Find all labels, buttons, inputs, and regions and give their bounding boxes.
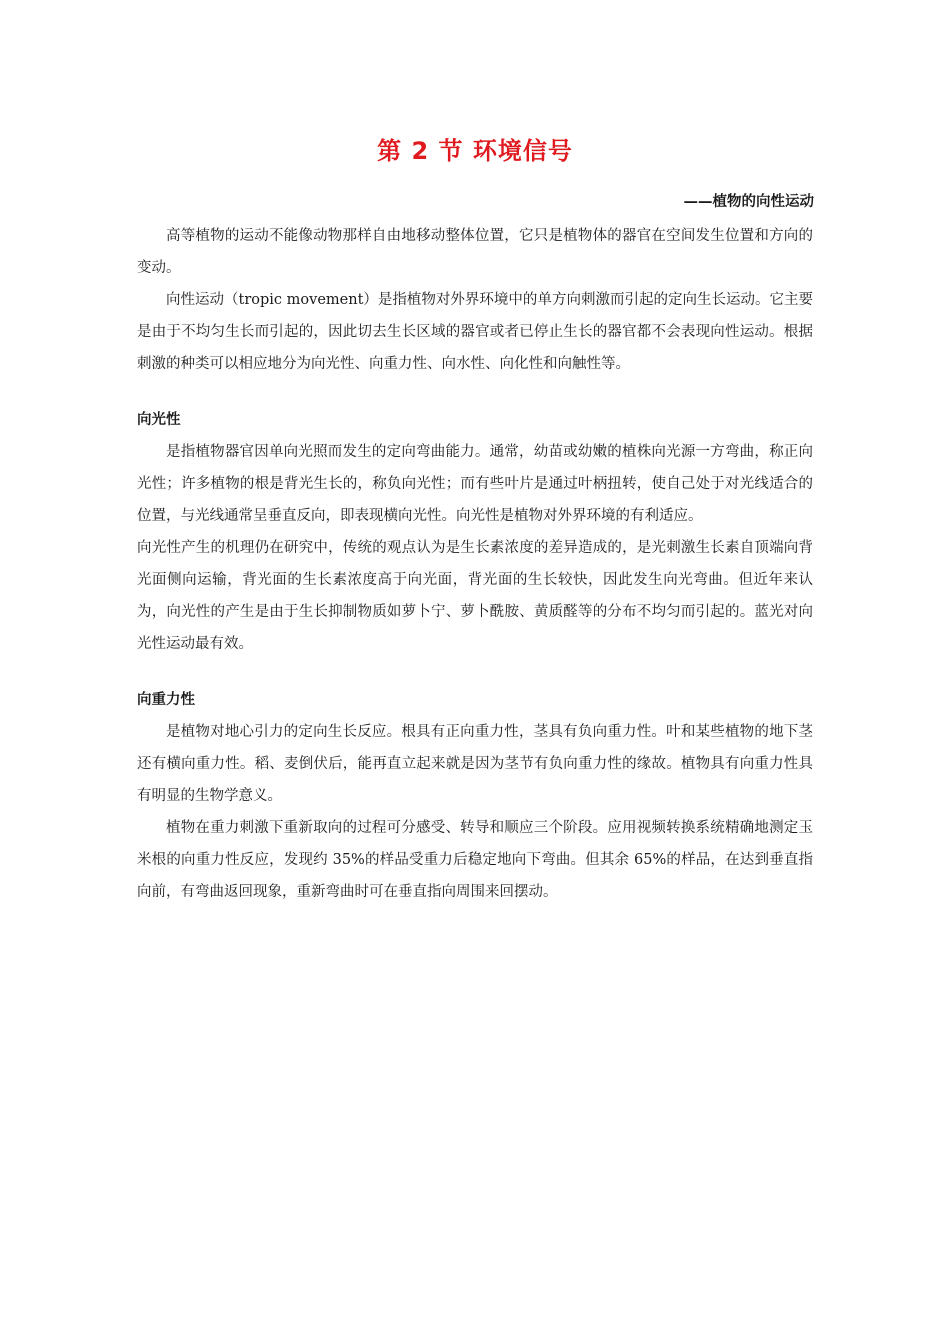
gravitropism-paragraph-2: 植物在重力刺激下重新取向的过程可分感受、转导和顺应三个阶段。应用视频转换系统精确地测定玉米根的向重力性反应，发现约 35%的样品受重力后稳定地向下弯曲。但其余 65%的样品，在达到垂直指向前，有弯曲返回现象，重新弯曲时可在垂直指向周围来回摆动。 [137, 820, 813, 900]
section-gap [137, 380, 813, 404]
intro-paragraph-1: 高等植物的运动不能像动物那样自由地移动整体位置，它只是植物体的器官在空间发生位置和方向的变动。 [137, 228, 813, 276]
gravitropism-paragraph-1: 是植物对地心引力的定向生长反应。根具有正向重力性，茎具有负向重力性。叶和某些植物的地下茎还有横向重力性。稻、麦倒伏后，能再直立起来就是因为茎节有负向重力性的缘故。植物具有向重力性具有明显的生物学意义。 [137, 724, 813, 804]
phototropism-paragraph-1: 是指植物器官因单向光照而发生的定向弯曲能力。通常，幼苗或幼嫩的植株向光源一方弯曲，称正向光性；许多植物的根是背光生长的，称负向光性；而有些叶片是通过叶柄扭转，使自己处于对光线适合的位置，与光线通常呈垂直反向，即表现横向光性。向光性是植物对外界环境的有利适应。 [137, 444, 813, 524]
page-title: 第 2 节 环境信号 [377, 137, 573, 165]
intro-paragraph-2: 向性运动（tropic movement）是指植物对外界环境中的单方向刺激而引起的定向生长运动。它主要是由于不均匀生长而引起的，因此切去生长区域的器官或者已停止生长的器官都不会表现向性运动。根据刺激的种类可以相应地分为向光性、向重力性、向水性、向化性和向触性等。 [137, 292, 813, 372]
document-body [137, 220, 813, 908]
phototropism-paragraph-2: 向光性产生的机理仍在研究中，传统的观点认为是生长素浓度的差异造成的，是光刺激生长素自顶端向背光面侧向运输，背光面的生长素浓度高于向光面，背光面的生长较快，因此发生向光弯曲。但近年来认为，向光性的产生是由于生长抑制物质如萝卜宁、萝卜酰胺、黄质醛等的分布不均匀而引起的。蓝光对向光性运动最有效。 [137, 540, 813, 652]
page-subtitle: ——植物的向性运动 [683, 194, 814, 210]
section-gap [137, 660, 813, 684]
phototropism-heading: 向光性 [137, 412, 181, 428]
gravitropism-heading: 向重力性 [137, 692, 195, 708]
